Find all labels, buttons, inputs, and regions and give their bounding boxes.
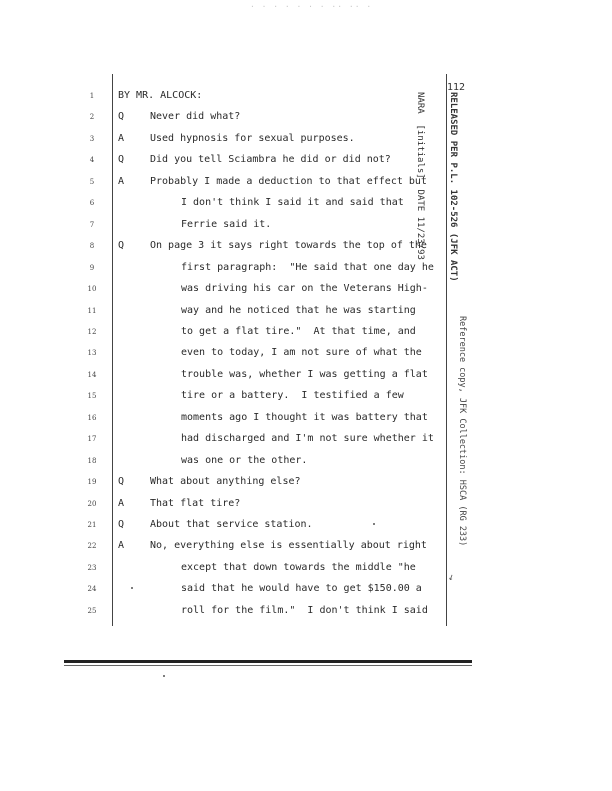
speaker-marker: A [118, 132, 125, 144]
release-stamp-line2: NARA [initials] DATE 11/23/93 [415, 92, 425, 260]
line-number: 4 [89, 156, 95, 165]
transcript-line-text: even to today, I am not sure of what the [181, 347, 422, 359]
transcript-line-text: Never did what? [150, 111, 241, 123]
line-number: 9 [89, 263, 95, 272]
bottom-rule [64, 660, 472, 663]
line-number: 7 [89, 220, 95, 229]
transcript-line-text: roll for the film." I don't think I said [181, 604, 428, 616]
margin-mark: ↓ [446, 571, 456, 584]
line-number: 2 [89, 113, 95, 122]
page-number: 112 [447, 82, 466, 93]
transcript-line-text: That flat tire? [150, 497, 241, 509]
transcript-line-text: had discharged and I'm not sure whether it [181, 433, 434, 445]
speck-mark [163, 675, 165, 677]
transcript-line-text: except that down towards the middle "he [181, 561, 416, 573]
speaker-marker: Q [118, 240, 125, 252]
transcript-line-text: tire or a battery. I testified a few [181, 390, 404, 402]
speck-mark [131, 587, 133, 589]
transcript-line-text: said that he would have to get $150.00 a [181, 583, 422, 595]
transcript-line-text: Ferrie said it. [181, 218, 272, 230]
speaker-marker: Q [118, 111, 125, 123]
speaker-marker: A [118, 175, 125, 187]
line-number: 13 [87, 349, 97, 358]
line-number: 16 [87, 413, 97, 422]
transcript-line-text: moments ago I thought it was battery that [181, 411, 428, 423]
line-number: 3 [89, 134, 95, 143]
reference-copy-note: Reference copy, JFK Collection: HSCA (RG 233) [457, 316, 467, 547]
line-number: 24 [87, 585, 97, 594]
line-number: 20 [87, 499, 97, 508]
transcript-line-text: was one or the other. [181, 454, 308, 466]
transcript-line-text: Used hypnosis for sexual purposes. [150, 132, 355, 144]
transcript-line-text: way and he noticed that he was starting [181, 304, 416, 316]
speaker-marker: A [118, 540, 125, 552]
line-number: 22 [87, 542, 97, 551]
line-number: 17 [87, 435, 97, 444]
line-number: 1 [89, 92, 95, 100]
line-number: 14 [87, 370, 97, 379]
transcript-line-text: first paragraph: "He said that one day he [181, 261, 434, 273]
line-number: 5 [89, 177, 95, 186]
transcript-line-text: Probably I made a deduction to that effect but [150, 175, 427, 187]
speck-mark [373, 523, 375, 525]
faint-header-text: · · · · · · · ·· ·· · [250, 2, 373, 11]
line-number: 18 [87, 456, 97, 465]
release-stamp-line1: RELEASED PER P.L. 102-526 (JFK ACT) [448, 92, 458, 282]
transcript-line-text: On page 3 it says right towards the top of the [150, 240, 427, 252]
transcript-line-text: trouble was, whether I was getting a flat [181, 368, 428, 380]
line-number: 25 [87, 606, 97, 615]
transcript-line-text: What about anything else? [150, 476, 301, 488]
transcript-line-text: to get a flat tire." At that time, and [181, 325, 416, 337]
line-number: 10 [87, 285, 97, 294]
speaker-marker: Q [118, 154, 125, 166]
transcript-line-text: I don't think I said it and said that [181, 197, 404, 209]
transcript-line-text: Did you tell Sciambra he did or did not? [150, 154, 391, 166]
line-number: 11 [87, 306, 97, 315]
line-number: 15 [87, 392, 97, 401]
line-number: 21 [87, 521, 97, 529]
speaker-marker: A [118, 497, 125, 509]
release-stamp [392, 92, 480, 282]
transcript-line-text: BY MR. ALCOCK: [118, 90, 203, 101]
bottom-rule-thin [64, 665, 472, 666]
line-number: 8 [89, 242, 95, 251]
speaker-marker: Q [118, 476, 125, 488]
transcript-line-text: No, everything else is essentially about right [150, 540, 427, 552]
line-number: 6 [89, 199, 95, 208]
line-number: 12 [87, 327, 97, 336]
transcript-line-text: was driving his car on the Veterans High- [181, 283, 428, 295]
line-number: 19 [87, 478, 97, 487]
line-number: 23 [87, 563, 97, 572]
speaker-marker: Q [118, 519, 125, 530]
transcript-line-text: About that service station. [150, 519, 313, 530]
